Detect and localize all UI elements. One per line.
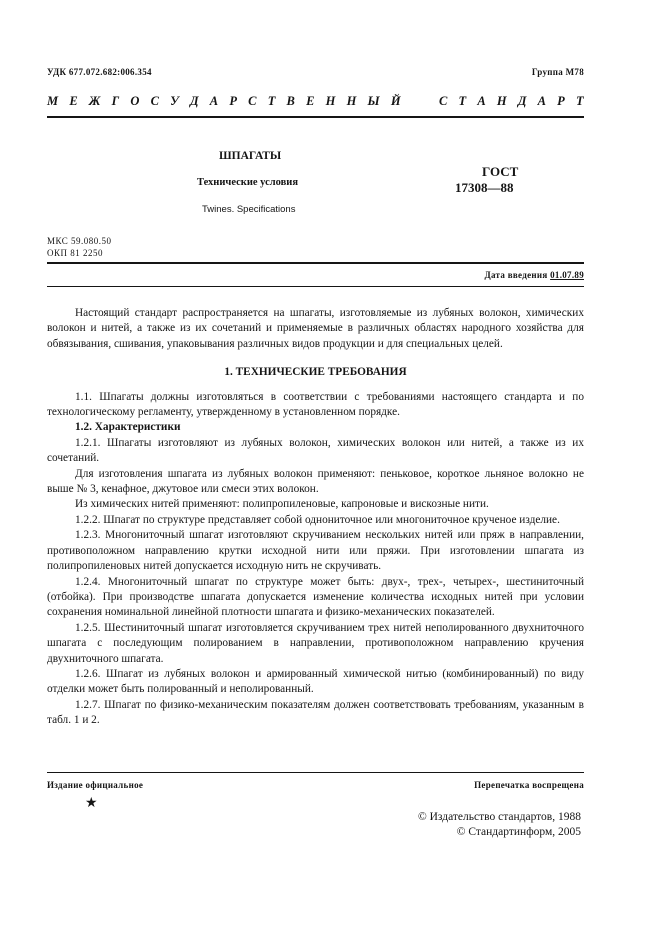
english-title: Twines. Specifications bbox=[202, 204, 296, 215]
mks-code: МКС 59.080.50 bbox=[47, 236, 112, 246]
copyright-publisher: © Издательство стандартов, 1988 bbox=[417, 811, 581, 823]
paragraph-1-2-5: 1.2.5. Шестиниточный шпагат изготовляется скручиванием трех нитей неполированного двухниточного шпагата с последующим полированием в направлении, противоположном направлению кручения двухниточного шпагата. bbox=[47, 621, 584, 665]
udk-code: УДК 677.072.682:006.354 bbox=[47, 67, 152, 77]
gost-number: 17308—88 bbox=[455, 180, 514, 195]
paragraph-1-1: 1.1. Шпагаты должны изготовляться в соответствии с требованиями настоящего стандарта и по технологическому регламенту, утвержденному в установленном порядке. bbox=[47, 390, 584, 419]
paragraph-1-2-2: 1.2.2. Шпагат по структуре представляет собой однониточное или многониточное крученое изделие. bbox=[75, 513, 560, 526]
banner-letter: С bbox=[438, 94, 448, 108]
intro-date bbox=[485, 270, 585, 280]
paragraph-1-2-3: 1.2.3. Многониточный шпагат изготовляют скручиванием нескольких нитей или пряж в направлении, противоположном направлению крутки исходной нити или пряжи. При изготовлении шпагата из полипропиленовых нитей допускается исходную нить не скручивать. bbox=[47, 529, 584, 573]
banner-letter: Г bbox=[111, 94, 120, 108]
document-title: ШПАГАТЫ bbox=[219, 150, 282, 162]
banner-letter: Н bbox=[325, 94, 336, 108]
footer-rule bbox=[47, 772, 584, 773]
paragraph-1-2: 1.2. Характеристики bbox=[75, 421, 181, 434]
okp-code: ОКП 81 2250 bbox=[47, 248, 104, 258]
intro-date-value: 01.07.89 bbox=[550, 270, 584, 280]
banner-letter: А bbox=[477, 94, 486, 108]
gost-label: ГОСТ bbox=[482, 164, 519, 179]
group-code: Группа М78 bbox=[531, 67, 584, 77]
paragraph-1-2-7: 1.2.7. Шпагат по физико-механическим показателям должен соответствовать требованиям, указанным в табл. 1 и 2. bbox=[47, 698, 584, 727]
banner-letter: А bbox=[537, 94, 546, 108]
banner-letter: Ы bbox=[367, 94, 380, 108]
banner-letter: Т bbox=[267, 94, 276, 108]
banner-letter: А bbox=[209, 94, 219, 108]
banner-letter: Т bbox=[576, 94, 584, 108]
banner-letter: У bbox=[170, 94, 179, 108]
banner-letter: Д bbox=[190, 94, 199, 108]
star-icon: ★ bbox=[85, 796, 98, 811]
intro-paragraph: Настоящий стандарт распространяется на шпагаты, изготовляемые из лубяных волокон, химических волокон и нитей, а также из их сочетаний и применяемые в различных областях народного хозяйства для обвязывания, сшивания, упаковывания различных видов продукции и для специальных целей. bbox=[47, 307, 584, 350]
banner-letter: Е bbox=[306, 94, 315, 108]
banner-letter: Ж bbox=[88, 94, 101, 108]
banner-gap bbox=[412, 94, 428, 109]
banner-letter: Н bbox=[346, 94, 357, 108]
banner-letter: Е bbox=[69, 94, 78, 108]
section-title: 1. ТЕХНИЧЕСКИЕ ТРЕБОВАНИЯ bbox=[224, 366, 407, 379]
banner-letter: В bbox=[286, 94, 295, 108]
banner-letter: Д bbox=[517, 94, 527, 108]
intro-date-label: Дата введения bbox=[484, 270, 548, 280]
mid-rule bbox=[47, 262, 584, 264]
paragraph-chem-fibers: Из химических нитей применяют: полипропиленовые, капроновые и вискозные нити. bbox=[75, 498, 489, 511]
copyright-standartinform: © Стандартинформ, 2005 bbox=[456, 826, 581, 838]
official-edition: Издание официальное bbox=[47, 780, 144, 790]
paragraph-lub-fibers: Для изготовления шпагата из лубяных волокон применяют: пеньковое, короткое льняное волокно не выше № 3, кенафное, джутовое или смеси этих волокон. bbox=[47, 467, 584, 496]
paragraph-1-2-6: 1.2.6. Шпагат из лубяных волокон и армированный химической нитью (комбинированный) по виду отделки может быть полированный и неполированный. bbox=[47, 667, 584, 696]
banner-letter: О bbox=[130, 94, 140, 108]
banner-letter: С bbox=[248, 94, 257, 108]
reprint-prohibited: Перепечатка воспрещена bbox=[474, 780, 584, 790]
banner-letter: Р bbox=[557, 94, 565, 108]
date-rule bbox=[47, 286, 584, 287]
paragraph-1-2-1: 1.2.1. Шпагаты изготовляют из лубяных волокон, химических волокон или нитей, а также из их сочетаний. bbox=[47, 436, 584, 465]
document-subtitle: Технические условия bbox=[197, 177, 299, 188]
paragraph-1-2-4: 1.2.4. Многониточный шпагат по структуре может быть: двух-, трех-, четырех-, шестиниточный (отбойка). При производстве шпагата допускается изменение количества исходных нитей при условии сохранения номинальной линейной плотности шпагата и физико-механических показателей. bbox=[47, 575, 584, 619]
top-rule bbox=[47, 116, 584, 118]
document-body bbox=[47, 306, 584, 729]
interstate-standard-banner bbox=[47, 94, 584, 109]
banner-letter: Т bbox=[458, 94, 467, 108]
banner-letter: Н bbox=[496, 94, 507, 108]
banner-letter: Й bbox=[390, 94, 401, 108]
banner-letter: М bbox=[47, 94, 59, 108]
banner-letter: Р bbox=[229, 94, 237, 108]
banner-letter: С bbox=[150, 94, 159, 108]
